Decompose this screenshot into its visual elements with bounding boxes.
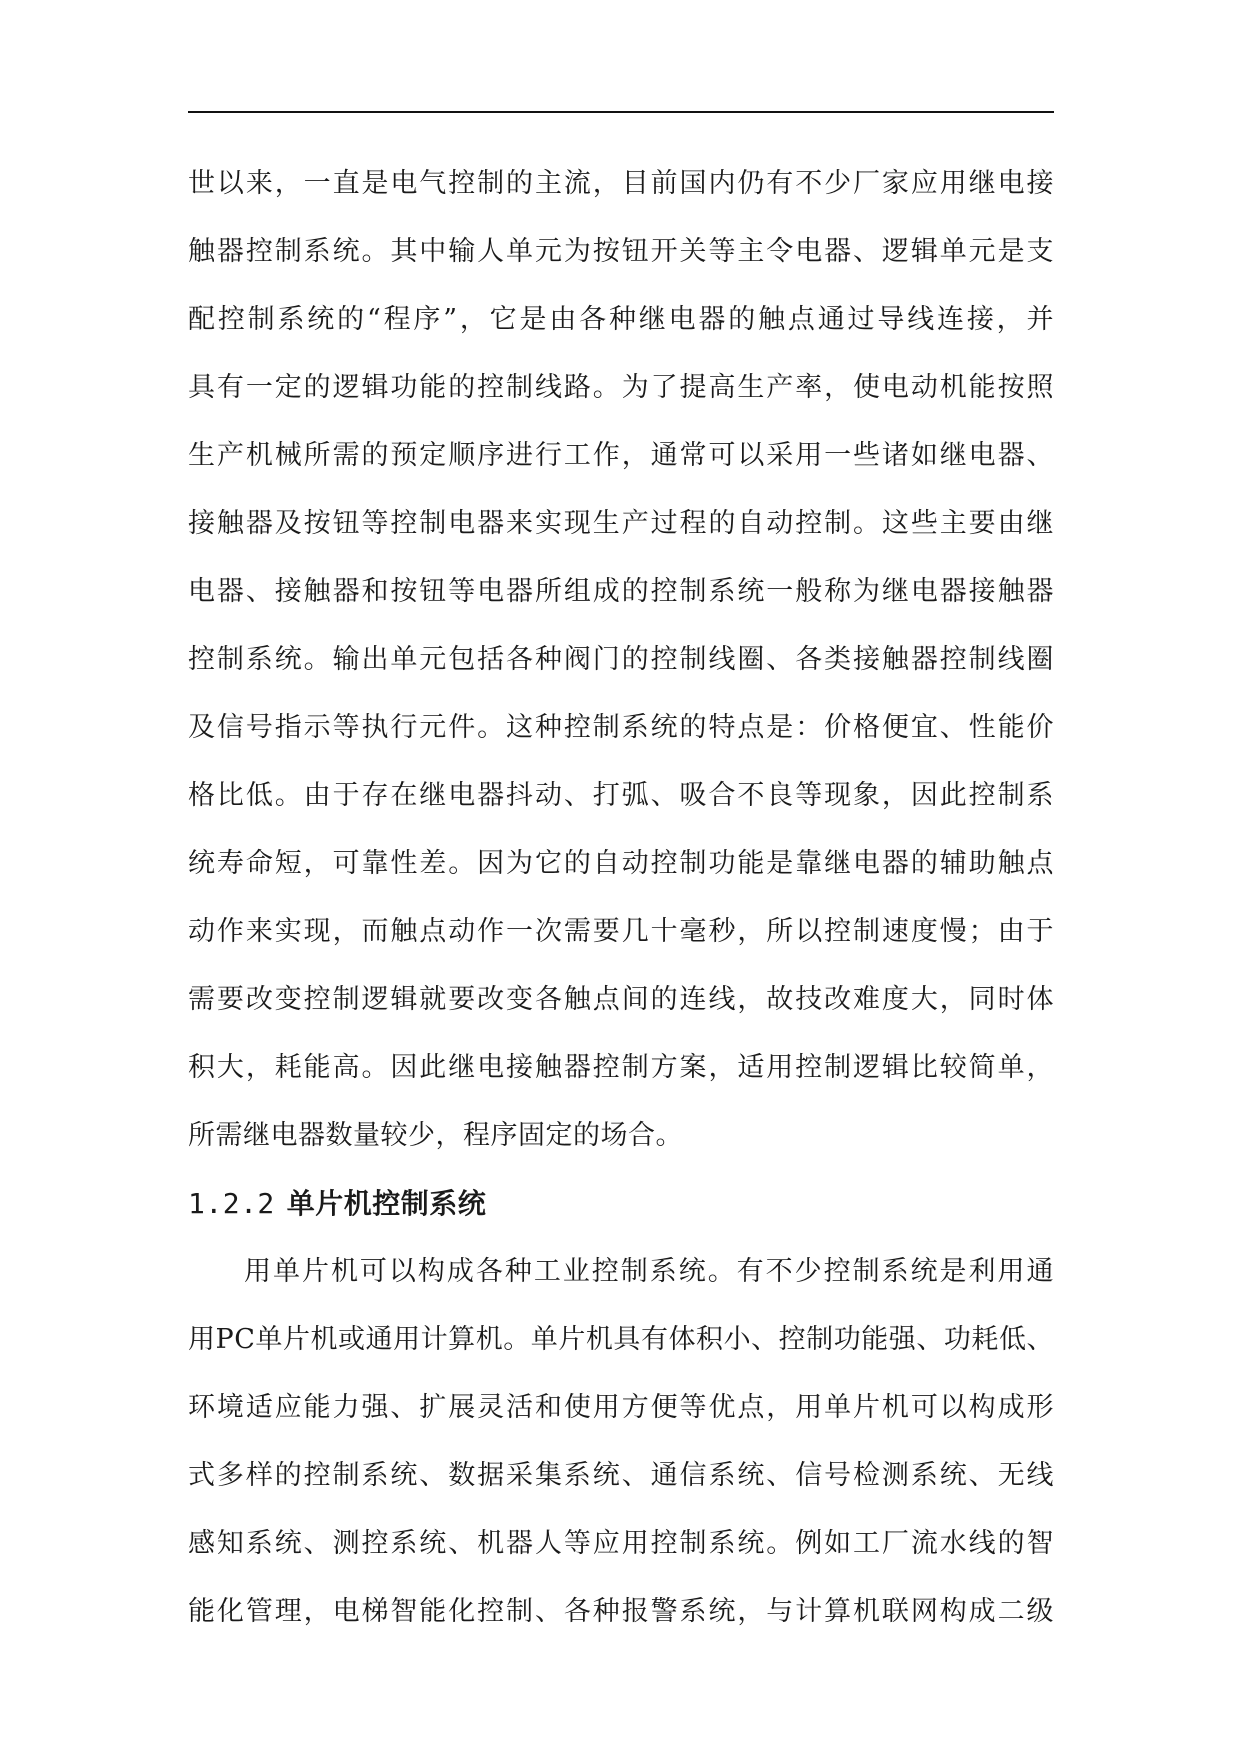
section-heading [188,1170,1054,1238]
text-line: 式多样的控制系统、数据采集系统、通信系统、信号检测系统、无线 [188,1460,1054,1491]
paragraph-mcu-control [188,1238,1054,1646]
section-number: 1.2.2 [188,1187,275,1220]
text-line: 感知系统、测控系统、机器人等应用控制系统。例如工厂流水线的智 [188,1528,1054,1559]
text-line: 能化管理，电梯智能化控制、各种报警系统，与计算机联网构成二级 [188,1596,1054,1627]
text-line: 动作来实现，而触点动作一次需要几十毫秒，所以控制速度慢；由于 [188,916,1054,947]
section-title: 单片机控制系统 [286,1187,487,1220]
text-line: 环境适应能力强、扩展灵活和使用方便等优点，用单片机可以构成形 [188,1392,1054,1423]
document-body [188,150,1054,1646]
text-line: 电器、接触器和按钮等电器所组成的控制系统一般称为继电器接触器 [188,576,1054,607]
text-line: 配控制系统的“程序”，它是由各种继电器的触点通过导线连接，并 [188,304,1054,335]
text-line: 及信号指示等执行元件。这种控制系统的特点是：价格便宜、性能价 [188,712,1054,743]
text-line: 触器控制系统。其中输人单元为按钮开关等主令电器、逻辑单元是支 [188,236,1054,267]
text-line: 世以来，一直是电气控制的主流，目前国内仍有不少厂家应用继电接 [188,168,1054,199]
text-line: 格比低。由于存在继电器抖动、打弧、吸合不良等现象，因此控制系 [188,780,1054,811]
text-line: 所需继电器数量较少，程序固定的场合。 [188,1120,683,1151]
text-line: 统寿命短，可靠性差。因为它的自动控制功能是靠继电器的辅助触点 [188,848,1054,879]
header-rule [188,111,1054,113]
text-line: 积大，耗能高。因此继电接触器控制方案，适用控制逻辑比较简单， [188,1052,1054,1083]
text-line: 生产机械所需的预定顺序进行工作，通常可以采用一些诸如继电器、 [188,440,1054,471]
text-line: 具有一定的逻辑功能的控制线路。为了提高生产率，使电动机能按照 [188,372,1054,403]
text-line: 用单片机可以构成各种工业控制系统。有不少控制系统是利用通 [244,1256,1054,1287]
paragraph-relay-control [188,150,1054,1170]
text-line: 接触器及按钮等控制电器来实现生产过程的自动控制。这些主要由继 [188,508,1054,539]
text-line: 用PC单片机或通用计算机。单片机具有体积小、控制功能强、功耗低、 [188,1324,1054,1355]
text-line: 需要改变控制逻辑就要改变各触点间的连线，故技改难度大，同时体 [188,984,1054,1015]
text-line: 控制系统。输出单元包括各种阀门的控制线圈、各类接触器控制线圈 [188,644,1054,675]
